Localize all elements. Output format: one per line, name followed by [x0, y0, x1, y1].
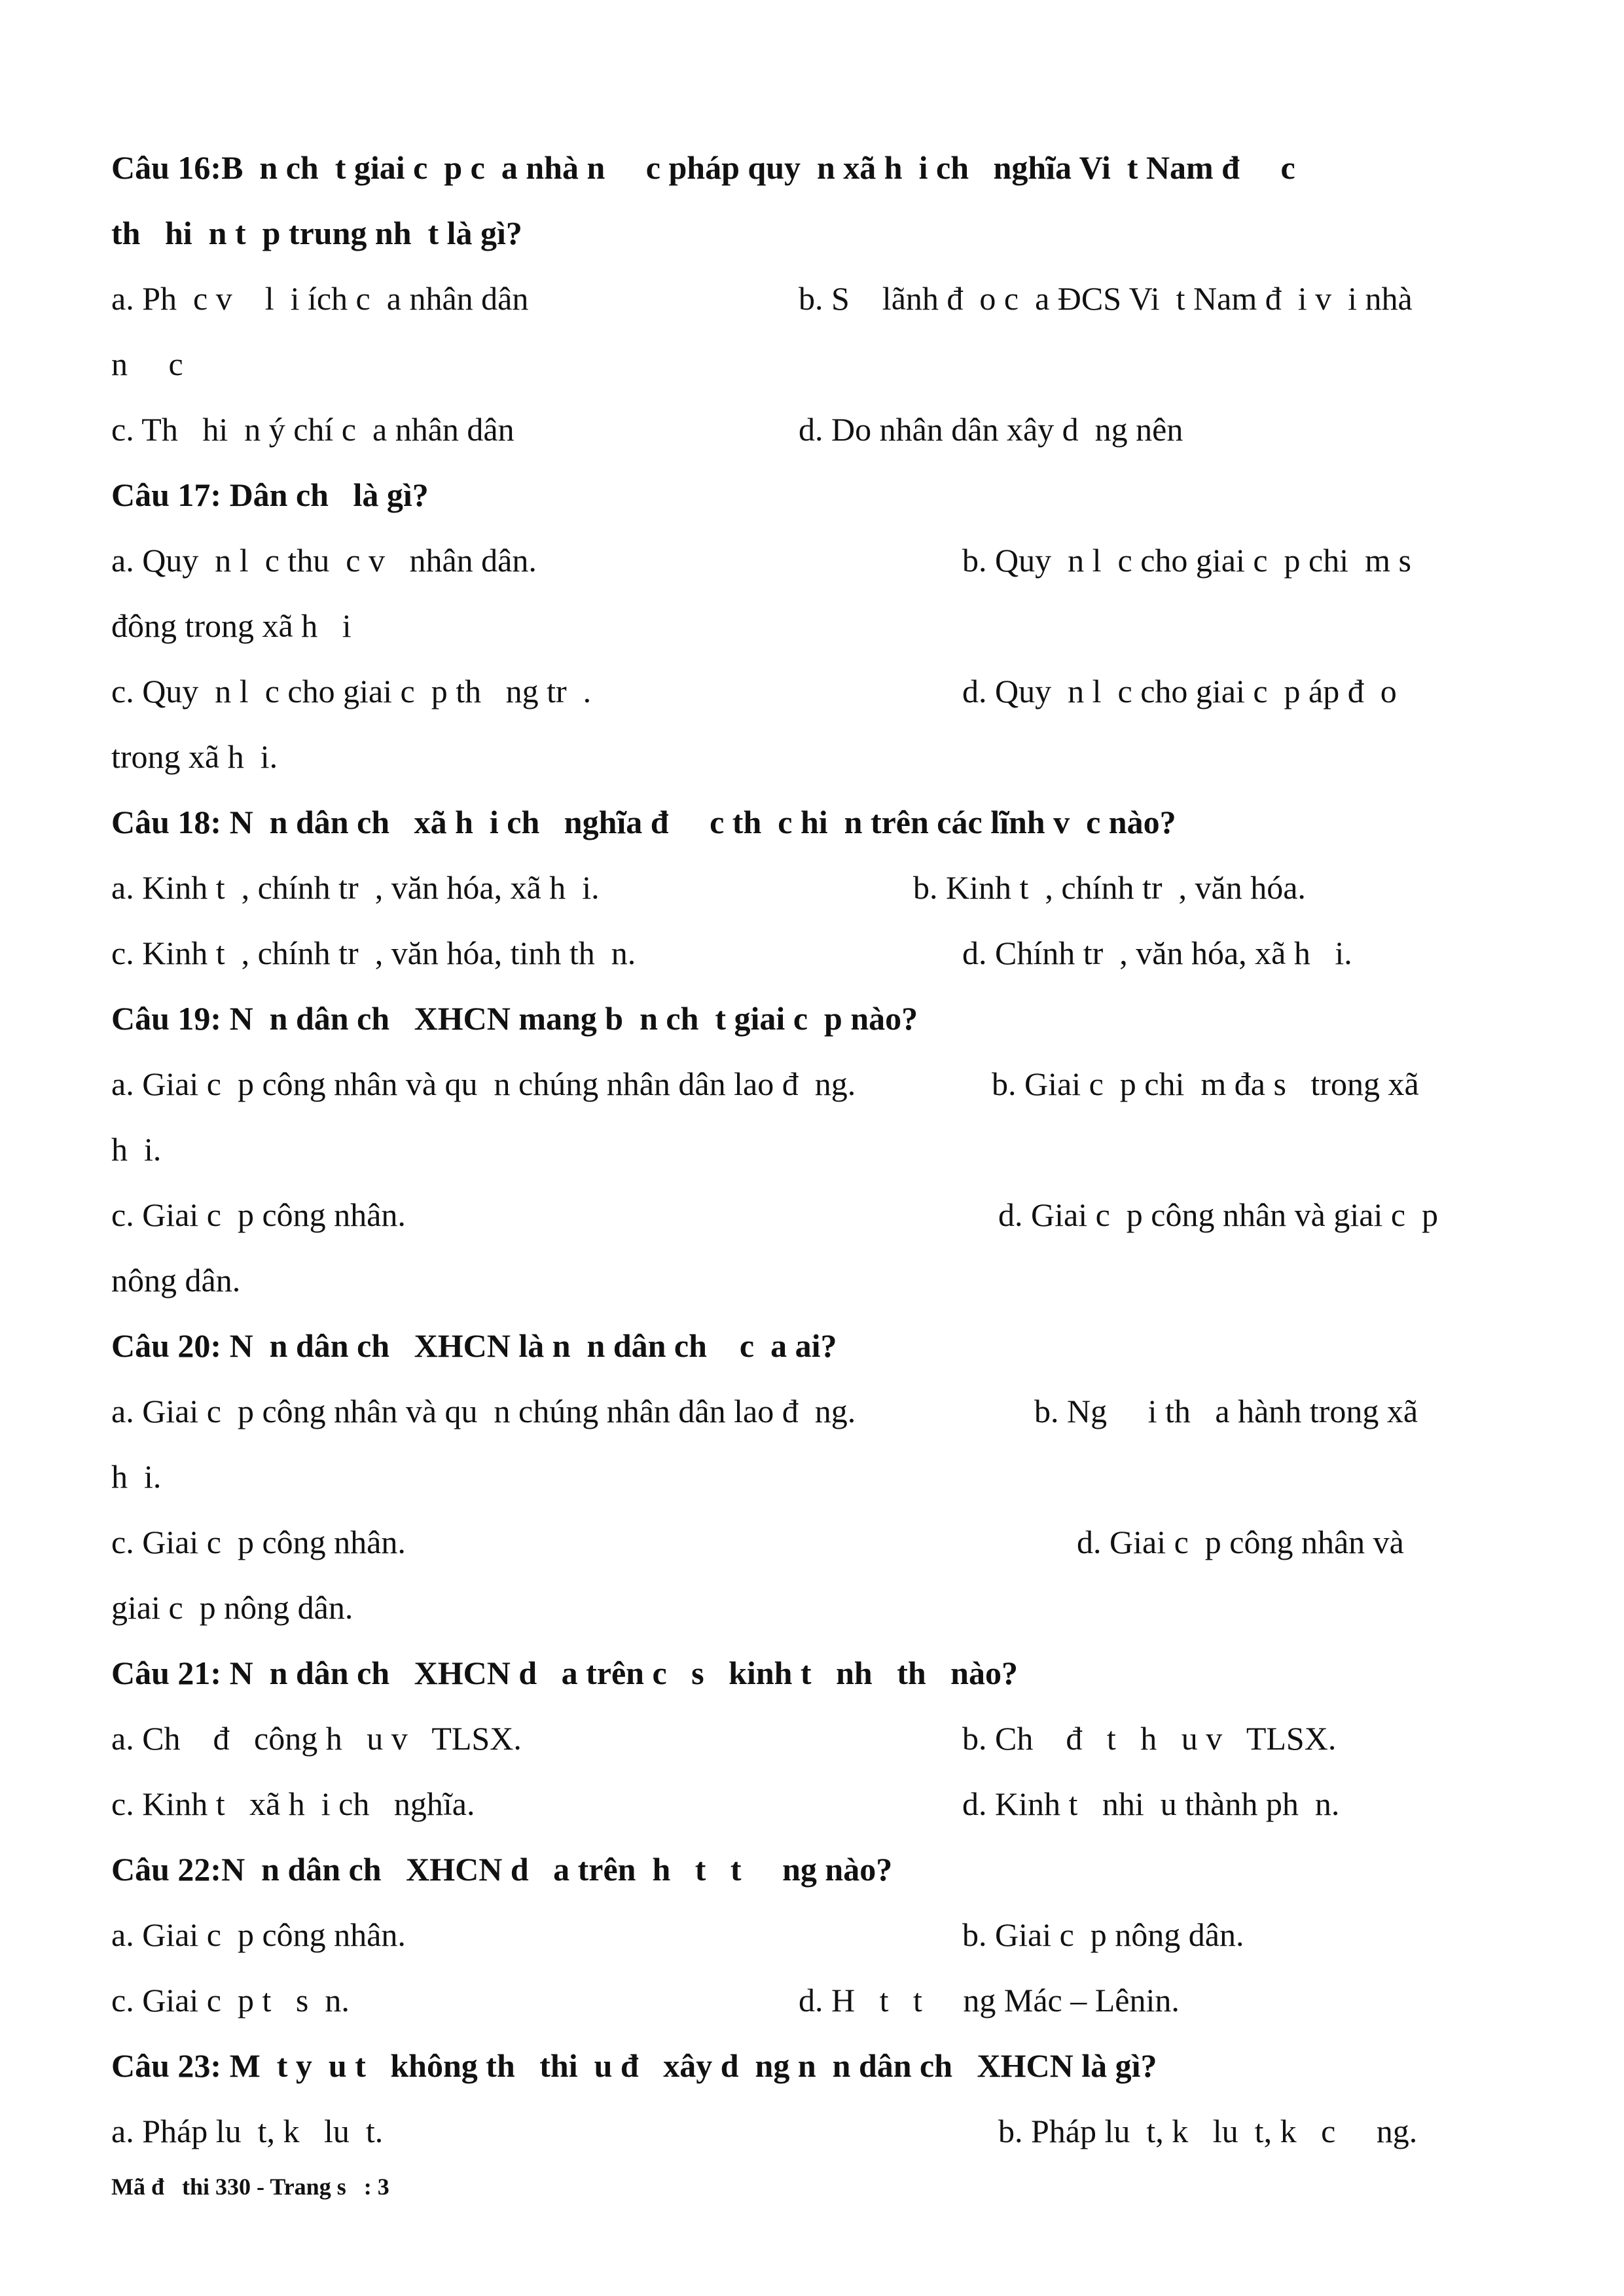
question-22-option-c: c. Giai c p t s n.	[111, 1982, 350, 2018]
question-23-title: Câu 23: M t y u t không th thi u đ xây d ng n n dân ch XHCN là gì?	[111, 2047, 1157, 2084]
question-19-option-b: b. Giai c p chi m đa s trong xã	[992, 1066, 1419, 1102]
question-19-option-b-cont: h i.	[111, 1131, 162, 1168]
question-16-option-b: b. S lãnh đ o c a ĐCS Vi t Nam đ i v i nhà	[799, 280, 1413, 317]
question-17-option-d: d. Quy n l c cho giai c p áp đ o	[962, 673, 1397, 709]
question-22-option-d: d. H t t ng Mác – Lênin.	[799, 1982, 1180, 2018]
question-19-title: Câu 19: N n dân ch XHCN mang b n ch t giai c p nào?	[111, 1000, 918, 1037]
question-21-title: Câu 21: N n dân ch XHCN d a trên c s kinh t nh th nào?	[111, 1655, 1018, 1691]
question-20-title: Câu 20: N n dân ch XHCN là n n dân ch c a ai?	[111, 1327, 837, 1364]
question-17-option-c: c. Quy n l c cho giai c p th ng tr .	[111, 673, 592, 709]
question-17-title: Câu 17: Dân ch là gì?	[111, 476, 429, 513]
question-23-option-b: b. Pháp lu t, k lu t, k c ng.	[998, 2113, 1418, 2149]
question-18-option-b: b. Kinh t , chính tr , văn hóa.	[913, 869, 1306, 906]
question-16-title: Câu 16:B n ch t giai c p c a nhà n c pháp quy n xã h i ch nghĩa Vi t Nam đ c	[111, 149, 1295, 186]
question-16-option-c: c. Th hi n ý chí c a nhân dân	[111, 411, 514, 448]
question-22-option-b: b. Giai c p nông dân.	[962, 1916, 1244, 1953]
question-20-option-a: a. Giai c p công nhân và qu n chúng nhân dân lao đ ng.	[111, 1393, 856, 1429]
question-16-option-b-cont: n c	[111, 346, 183, 382]
question-21-option-b: b. Ch đ t h u v TLSX.	[962, 1720, 1337, 1757]
question-19-option-d-cont: nông dân.	[111, 1262, 241, 1299]
question-16-option-d: d. Do nhân dân xây d ng nên	[799, 411, 1183, 448]
question-18-option-d: d. Chính tr , văn hóa, xã h i.	[962, 935, 1352, 971]
question-16-title-cont: th hi n t p trung nh t là gì?	[111, 215, 522, 251]
question-19-option-c: c. Giai c p công nhân.	[111, 1196, 406, 1233]
question-16-option-a: a. Ph c v l i ích c a nhân dân	[111, 280, 529, 317]
question-18-option-c: c. Kinh t , chính tr , văn hóa, tinh th n.	[111, 935, 636, 971]
question-20-option-b: b. Ng i th a hành trong xã	[1034, 1393, 1418, 1429]
question-20-option-c: c. Giai c p công nhân.	[111, 1524, 406, 1560]
question-19-option-a: a. Giai c p công nhân và qu n chúng nhân dân lao đ ng.	[111, 1066, 856, 1102]
question-20-option-d-cont: giai c p nông dân.	[111, 1589, 353, 1626]
question-18-option-a: a. Kinh t , chính tr , văn hóa, xã h i.	[111, 869, 600, 906]
question-17-option-d-cont: trong xã h i.	[111, 738, 278, 775]
question-22-title: Câu 22:N n dân ch XHCN d a trên h t t ng nào?	[111, 1851, 893, 1888]
question-22-option-a: a. Giai c p công nhân.	[111, 1916, 406, 1953]
question-17-option-a: a. Quy n l c thu c v nhân dân.	[111, 542, 537, 579]
question-19-option-d: d. Giai c p công nhân và giai c p	[998, 1196, 1439, 1233]
question-21-option-a: a. Ch đ công h u v TLSX.	[111, 1720, 522, 1757]
question-17-option-b-cont: đông trong xã h i	[111, 607, 352, 644]
question-18-title: Câu 18: N n dân ch xã h i ch nghĩa đ c th c hi n trên các lĩnh v c nào?	[111, 804, 1176, 840]
question-21-option-d: d. Kinh t nhi u thành ph n.	[962, 1785, 1340, 1822]
question-20-option-d: d. Giai c p công nhân và	[1077, 1524, 1404, 1560]
page-footer: Mã đ thi 330 - Trang s : 3	[111, 2174, 389, 2200]
question-20-option-b-cont: h i.	[111, 1458, 162, 1495]
question-17-option-b: b. Quy n l c cho giai c p chi m s	[962, 542, 1411, 579]
question-21-option-c: c. Kinh t xã h i ch nghĩa.	[111, 1785, 475, 1822]
question-23-option-a: a. Pháp lu t, k lu t.	[111, 2113, 384, 2149]
